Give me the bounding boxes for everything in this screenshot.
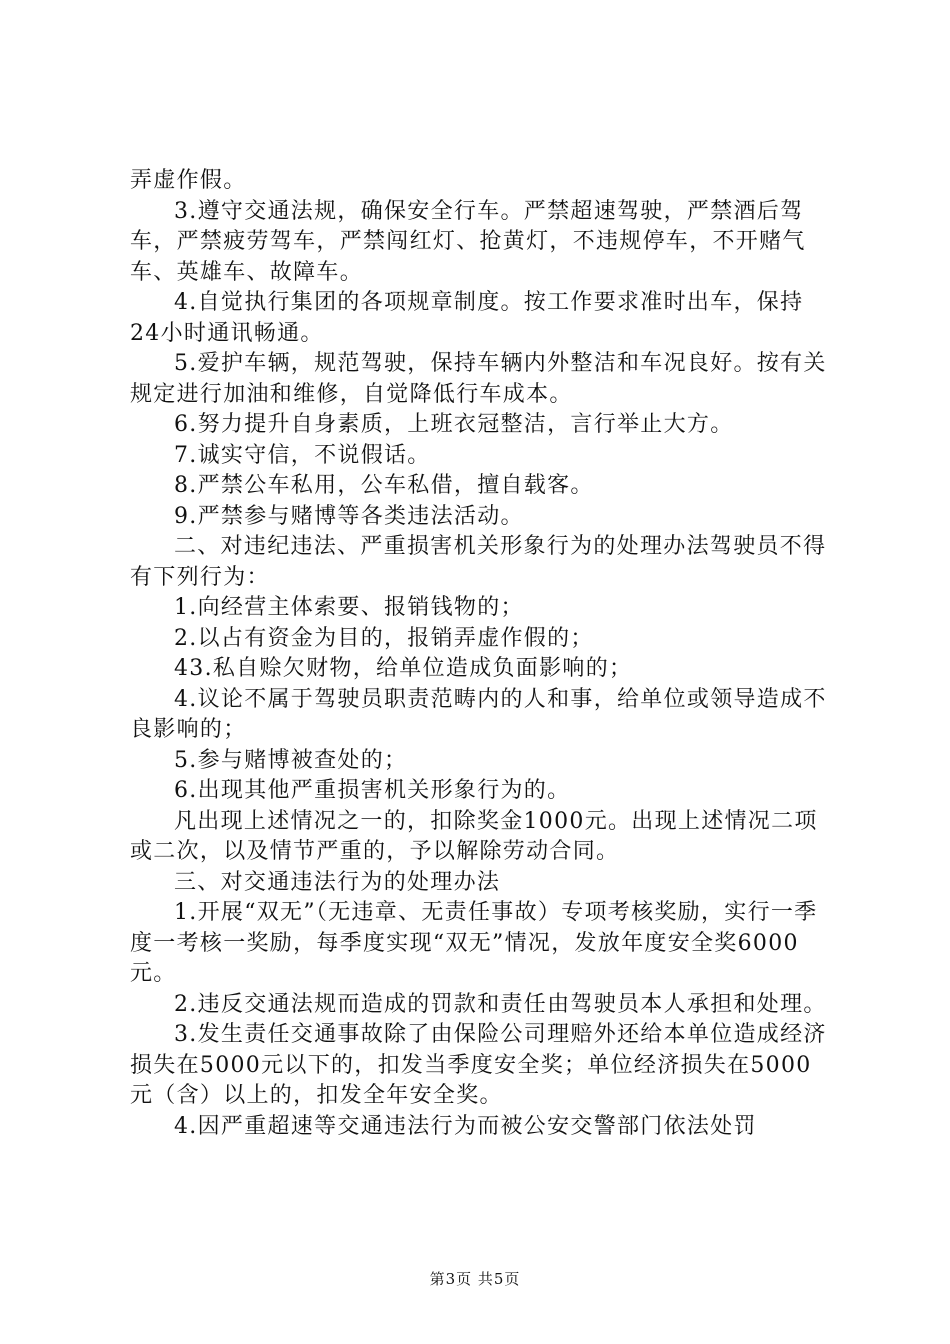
- page-footer: [0, 1268, 950, 1289]
- document-body: [130, 166, 830, 1142]
- paragraph-6: 8.严禁公车私用，公车私借，擅自载客。: [174, 473, 594, 498]
- paragraph-3: 5.爱护车辆，规范驾驶，保持车辆内外整洁和车况良好。按有关规定进行加油和维修，自觉降低行车成本。: [130, 351, 827, 407]
- paragraph-17: 1.开展“双无”（无违章、无责任事故）专项考核奖励，实行一季度一考核一奖励，每季度实现“双无”情况，发放年度安全奖6000元。: [130, 900, 818, 986]
- paragraph-4: 6.努力提升自身素质，上班衣冠整洁，言行举止大方。: [174, 412, 734, 437]
- paragraph-16: 三、对交通违法行为的处理办法: [174, 869, 501, 895]
- paragraph-13: 5.参与赌博被查处的；: [174, 747, 408, 773]
- paragraph-12: 4.议论不属于驾驶员职责范畴内的人和事，给单位或领导造成不良影响的；: [130, 686, 827, 742]
- paragraph-18: 2.违反交通法规而造成的罚款和责任由驾驶员本人承担和处理。: [174, 991, 827, 1017]
- paragraph-10: 2.以占有资金为目的，报销弄虚作假的；: [174, 625, 594, 651]
- paragraph-15: 凡出现上述情况之一的，扣除奖金1000元。出现上述情况二项或二次，以及情节严重的，予以解除劳动合同。: [130, 808, 818, 864]
- paragraph-20: 4.因严重超速等交通违法行为而被公安交警部门依法处罚: [174, 1113, 757, 1139]
- paragraph-14: 6.出现其他严重损害机关形象行为的。: [174, 778, 571, 803]
- paragraph-11: 43.私自赊欠财物，给单位造成负面影响的；: [174, 656, 633, 681]
- paragraph-0: 弄虚作假。: [130, 168, 247, 193]
- paragraph-19: 3.发生责任交通事故除了由保险公司理赔外还给本单位造成经济损失在5000元以下的，扣发当季度安全奖；单位经济损失在5000元（含）以上的，扣发全年安全奖。: [130, 1022, 827, 1108]
- paragraph-2: 4.自觉执行集团的各项规章制度。按工作要求准时出车，保持24小时通讯畅通。: [130, 290, 804, 346]
- page-number-label: 第3页 共5页: [429, 1270, 521, 1288]
- paragraph-1: 3.遵守交通法规，确保安全行车。严禁超速驾驶，严禁酒后驾车，严禁疲劳驾车，严禁闯红灯、抢黄灯，不违规停车，不开赌气车、英雄车、故障车。: [130, 198, 806, 285]
- paragraph-5: 7.诚实守信，不说假话。: [174, 442, 431, 468]
- paragraph-8: 二、对违纪违法、严重损害机关形象行为的处理办法驾驶员不得有下列行为：: [130, 534, 827, 590]
- paragraph-7: 9.严禁参与赌博等各类违法活动。: [174, 503, 524, 529]
- paragraph-9: 1.向经营主体索要、报销钱物的；: [174, 595, 524, 620]
